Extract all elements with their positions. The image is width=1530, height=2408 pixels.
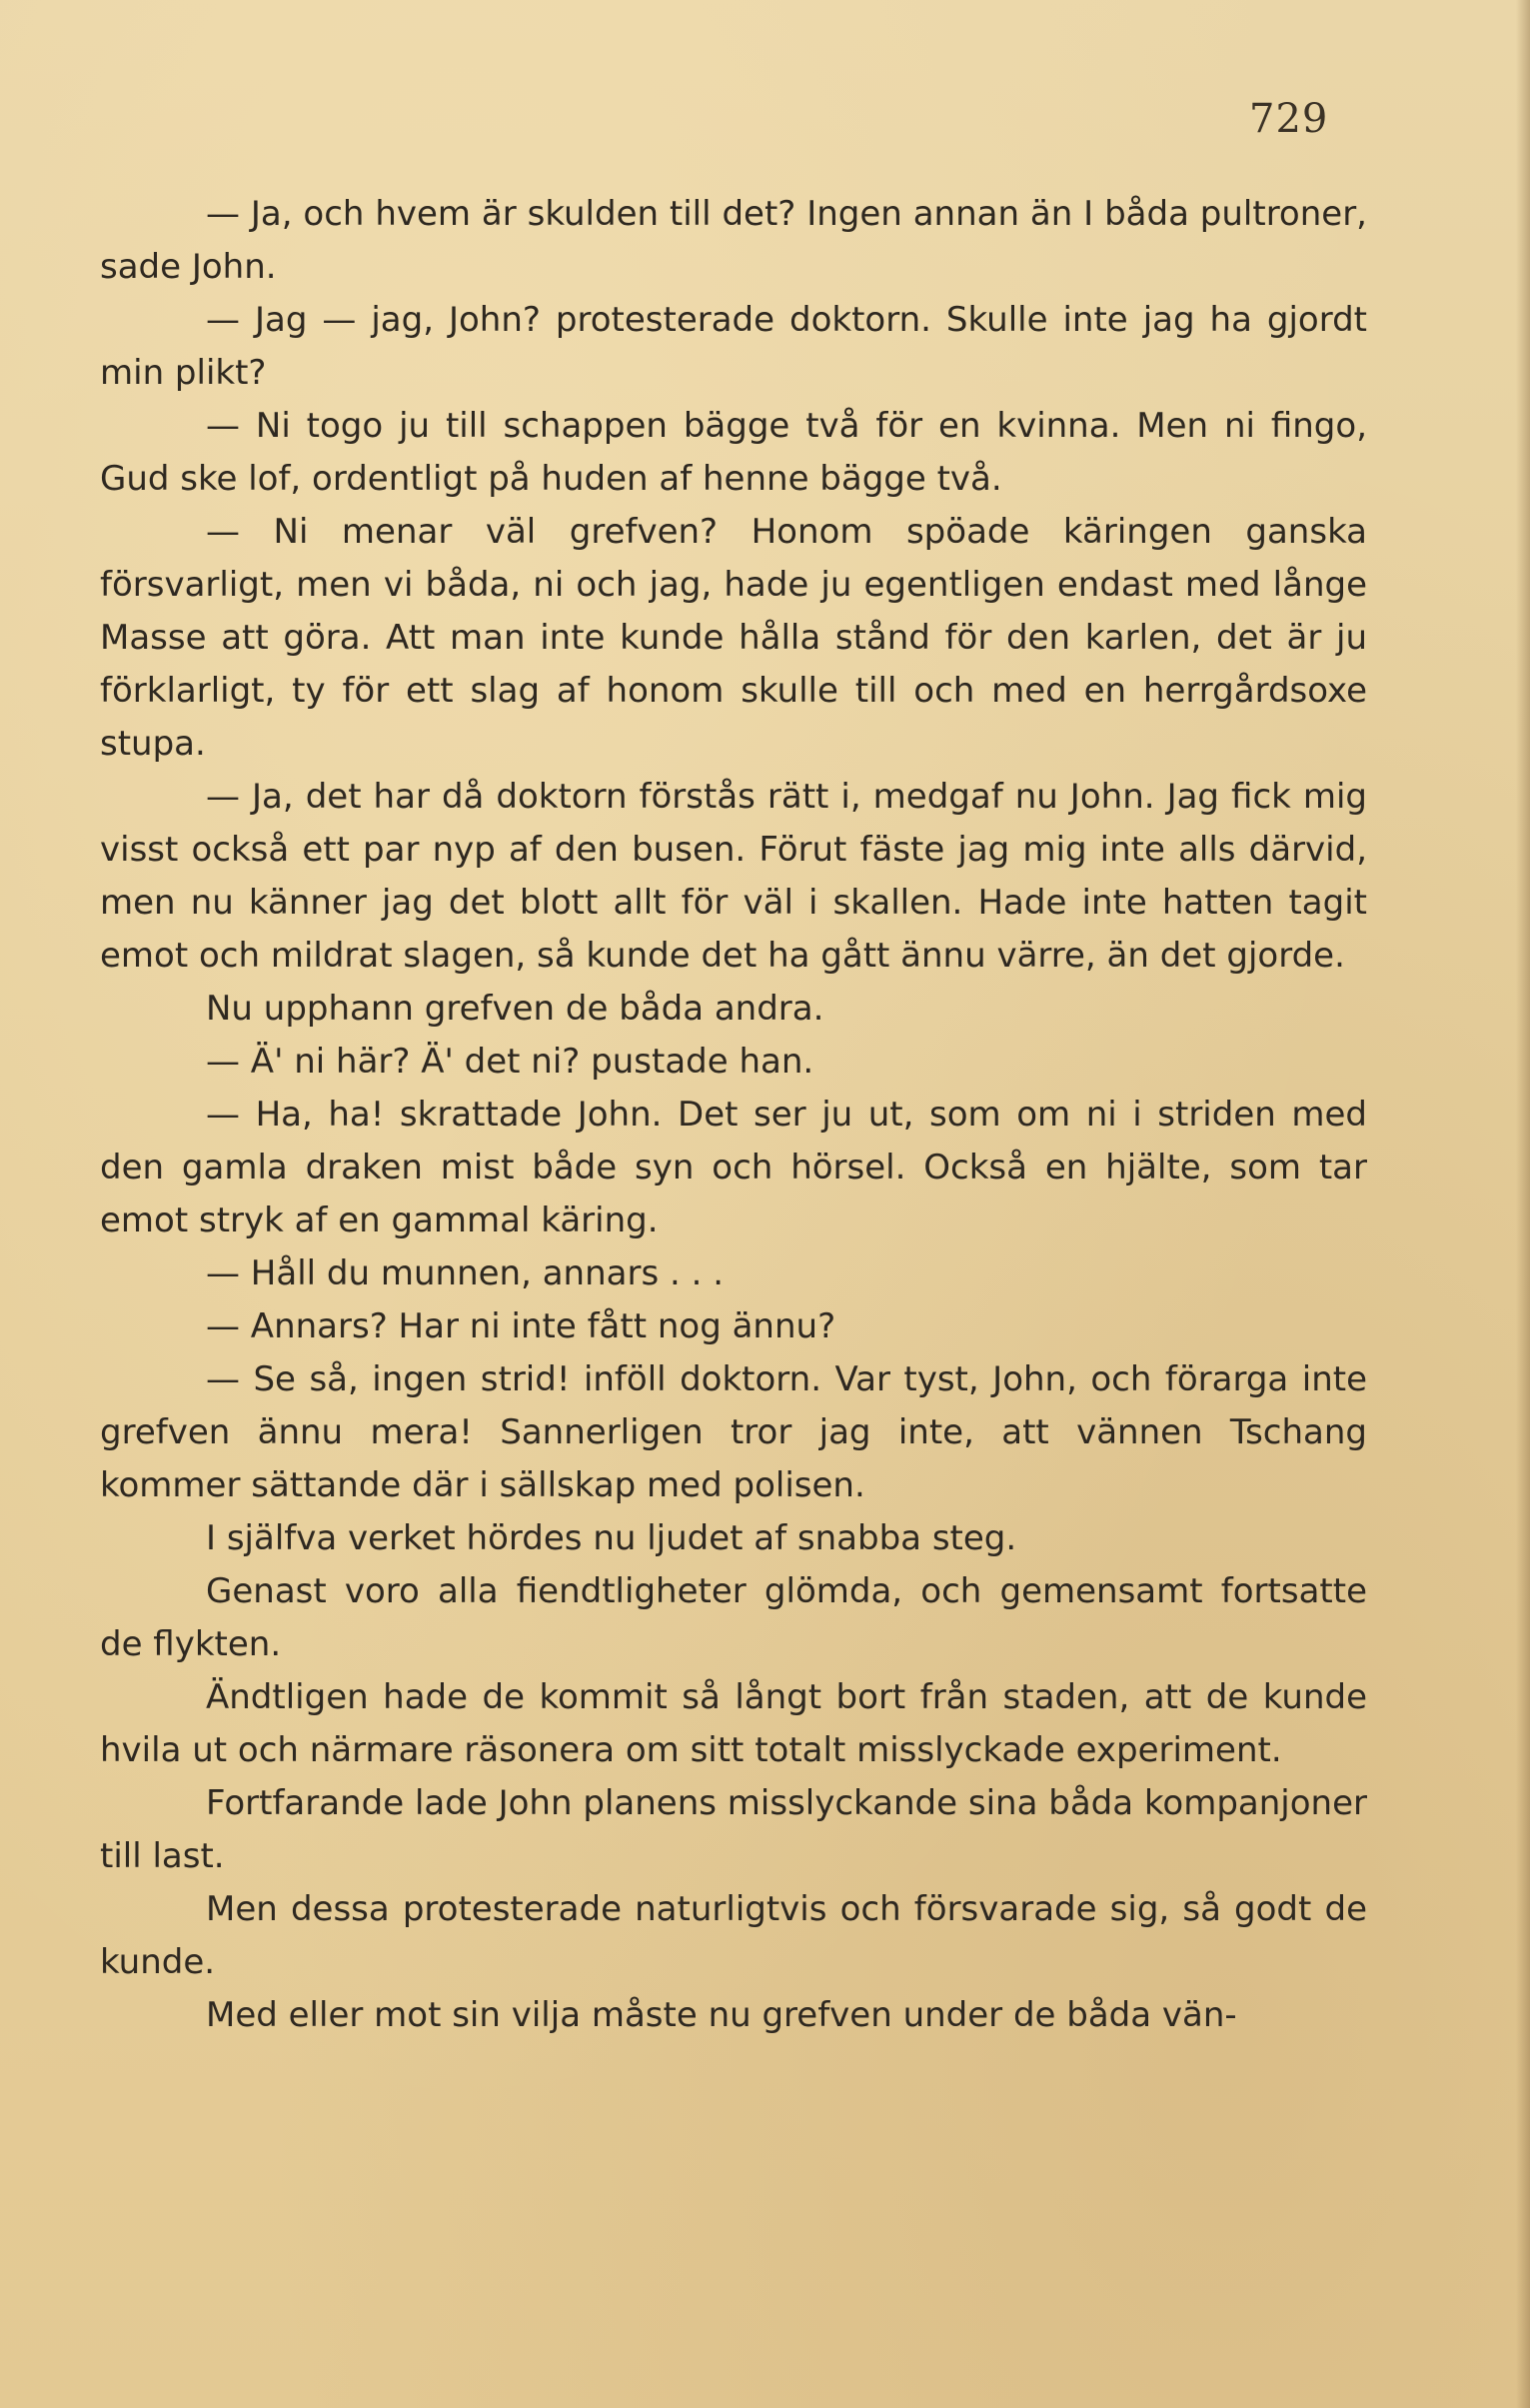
paragraph: — Ja, det har då doktorn förstås rätt i, medgaf nu John. Jag fick mig visst också ett par nyp af den busen. Förut fäste jag mig inte alls därvid, men nu känner jag det blott allt för väl i skallen. Hade inte hatten tagit emot och mildrat slagen, så kunde det ha gått ännu värre, än det gjorde. xyxy=(100,777,1367,976)
paragraph: — Håll du munnen, annars . . . xyxy=(206,1253,725,1293)
paragraph: — Se så, ingen strid! inföll doktorn. Var tyst, John, och förarga inte grefven ännu mera! Sannerligen tror jag inte, att vännen Tschang kommer sättande där i sällskap med polisen. xyxy=(100,1359,1367,1505)
paragraph: — Annars? Har ni inte fått nog ännu? xyxy=(206,1306,836,1346)
paragraph: Men dessa protesterade naturligtvis och försvarade sig, så godt de kunde. xyxy=(100,1889,1367,1982)
paragraph: Med eller mot sin vilja måste nu grefven under de båda vän- xyxy=(206,1995,1237,2035)
paragraph: Genast voro alla fiendtligheter glömda, och gemensamt fortsatte de flykten. xyxy=(100,1571,1367,1664)
paragraph: Fortfarande lade John planens misslyckande sina båda kompanjoner till last. xyxy=(100,1783,1367,1876)
paragraph: I själfva verket hördes nu ljudet af snabba steg. xyxy=(206,1518,1017,1558)
paragraph: — Ni togo ju till schappen bägge två för en kvinna. Men ni fingo, Gud ske lof, ordentligt på huden af henne bägge två. xyxy=(100,406,1367,499)
paragraph: — Ä' ni här? Ä' det ni? pustade han. xyxy=(206,1042,814,1082)
paragraph: — Ha, ha! skrattade John. Det ser ju ut, som om ni i striden med den gamla draken mist både syn och hörsel. Också en hjälte, som tar emot stryk af en gammal käring. xyxy=(100,1095,1367,1240)
paragraph: — Ni menar väl grefven? Honom spöade käringen ganska försvarligt, men vi båda, ni och jag, hade ju egentligen endast med långe Masse att göra. Att man inte kunde hålla stånd för den karlen, det är ju förklarligt, ty för ett slag af honom skulle till och med en herrgårdsoxe stupa. xyxy=(100,512,1367,764)
page-edge-shadow xyxy=(1516,0,1530,2408)
page-number: 729 xyxy=(1249,96,1329,142)
paragraph: Nu upphann grefven de båda andra. xyxy=(206,989,824,1029)
paragraph: — Jag — jag, John? protesterade doktorn. Skulle inte jag ha gjordt min plikt? xyxy=(100,300,1367,393)
paragraph: Ändtligen hade de kommit så långt bort från staden, att de kunde hvila ut och närmare räsonera om sitt totalt misslyckade experiment. xyxy=(100,1677,1367,1770)
body-text xyxy=(100,188,1367,2042)
paragraph: — Ja, och hvem är skulden till det? Ingen annan än I båda pultroner, sade John. xyxy=(100,194,1367,287)
